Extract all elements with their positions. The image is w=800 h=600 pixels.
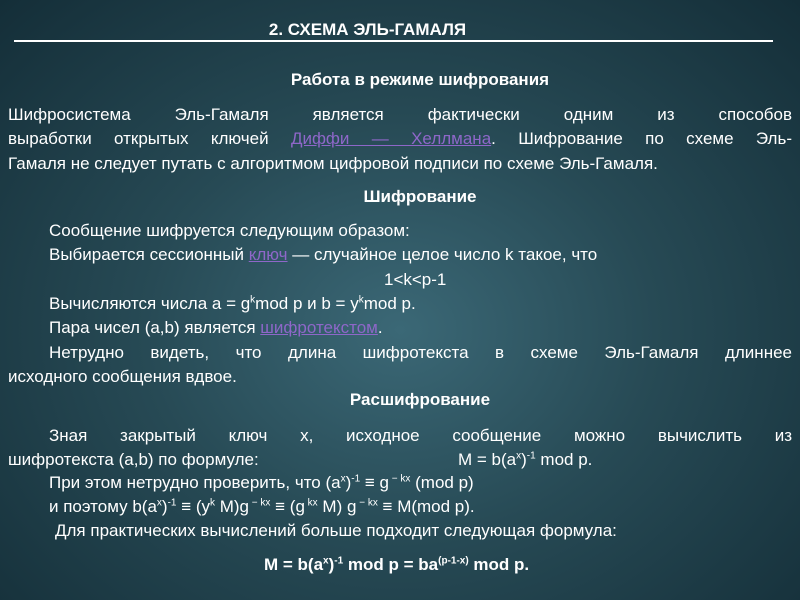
superscript: − kx — [389, 473, 411, 485]
dec-text: ) — [521, 450, 527, 469]
superscript: x — [156, 497, 162, 509]
enc-line-5 — [49, 318, 383, 338]
dec-text: M)g — [215, 497, 250, 516]
formula-text: mod p. — [468, 555, 530, 574]
enc-line-7: исходного сообщения вдвое. — [8, 367, 237, 386]
dec-text: шифротекста (a,b) по формуле: — [8, 450, 259, 469]
intro-text: выработки открытых ключей — [8, 129, 269, 148]
dec-text: mod p. — [535, 450, 593, 469]
dec-line-5: Для практических вычислений больше подходит следующая формула: — [55, 521, 617, 540]
superscript: k — [358, 294, 364, 306]
superscript: k — [250, 294, 256, 306]
dec-text: (mod p) — [410, 473, 474, 492]
superscript: x — [340, 473, 346, 485]
slide-title: 2. СХЕМА ЭЛЬ-ГАМАЛЯ — [268, 20, 467, 39]
dec-line-2 — [8, 450, 259, 470]
dec-text: ≡ (y — [176, 497, 211, 516]
dec-text: ≡ g — [360, 473, 390, 492]
enc-text: Выбирается сессионный — [49, 245, 245, 264]
enc-line-2 — [49, 245, 597, 265]
final-formula — [264, 555, 529, 575]
enc-text: mod p. — [363, 294, 416, 313]
superscript: -1 — [351, 473, 361, 485]
section-heading-encryption: Шифрование — [363, 187, 477, 206]
intro-line-1: Шифросистема Эль-Гамаля является фактически одним из способов — [8, 105, 792, 124]
superscript: -1 — [526, 450, 536, 462]
dec-text: ) — [161, 497, 168, 516]
formula-text: ) — [328, 555, 335, 574]
enc-text: . — [377, 318, 383, 337]
dec-line-4 — [49, 497, 475, 517]
dec-text: M) g — [317, 497, 357, 516]
superscript: k — [210, 497, 216, 509]
intro-line-2 — [8, 129, 792, 149]
enc-text: Вычисляются числа a = g — [49, 294, 251, 313]
formula-text: M = b(a — [264, 555, 324, 574]
superscript: x — [516, 450, 522, 462]
superscript: -1 — [334, 555, 344, 567]
superscript: − kx — [356, 497, 378, 509]
section-heading-mode: Работа в режиме шифрования — [290, 70, 550, 89]
diffie-hellman-link[interactable]: Диффи — Хеллмана — [290, 129, 492, 148]
dec-line-3 — [49, 473, 474, 493]
dec-text: ≡ (g — [270, 497, 305, 516]
enc-line-3: 1<k<p-1 — [384, 270, 447, 289]
enc-line-1: Сообщение шифруется следующим образом: — [49, 221, 410, 240]
superscript: (p-1-x) — [438, 555, 469, 567]
intro-line-3: Гамаля не следует путать с алгоритмом цифровой подписи по схеме Эль-Гамаля. — [8, 154, 658, 173]
dec-line-1: Зная закрытый ключ x, исходное сообщение можно вычислить из — [49, 426, 792, 445]
ciphertext-link[interactable]: шифротекстом — [260, 318, 378, 337]
superscript: kx — [304, 497, 318, 509]
title-divider — [14, 40, 773, 42]
formula-text: mod p = ba — [343, 555, 439, 574]
enc-line-6: Нетрудно видеть, что длина шифротекста в схеме Эль-Гамаля длиннее — [49, 343, 792, 362]
dec-text: ) — [345, 473, 352, 492]
key-link[interactable]: ключ — [248, 245, 288, 264]
dec-text: ≡ M(mod p). — [377, 497, 475, 516]
enc-text: — случайное целое число k такое, что — [292, 245, 598, 264]
enc-line-4 — [49, 294, 416, 314]
dec-text: M = b(a — [458, 450, 517, 469]
enc-text: mod p и b = y — [255, 294, 359, 313]
dec-formula-1 — [458, 450, 592, 470]
section-heading-decryption: Расшифрование — [349, 390, 491, 409]
dec-text: При этом нетрудно проверить, что (a — [49, 473, 341, 492]
superscript: x — [323, 555, 329, 567]
intro-text: . Шифрование по схеме Эль- — [491, 129, 792, 148]
superscript: − kx — [249, 497, 271, 509]
enc-text: Пара чисел (a,b) является — [49, 318, 256, 337]
dec-text: и поэтому b(a — [49, 497, 157, 516]
superscript: -1 — [167, 497, 177, 509]
